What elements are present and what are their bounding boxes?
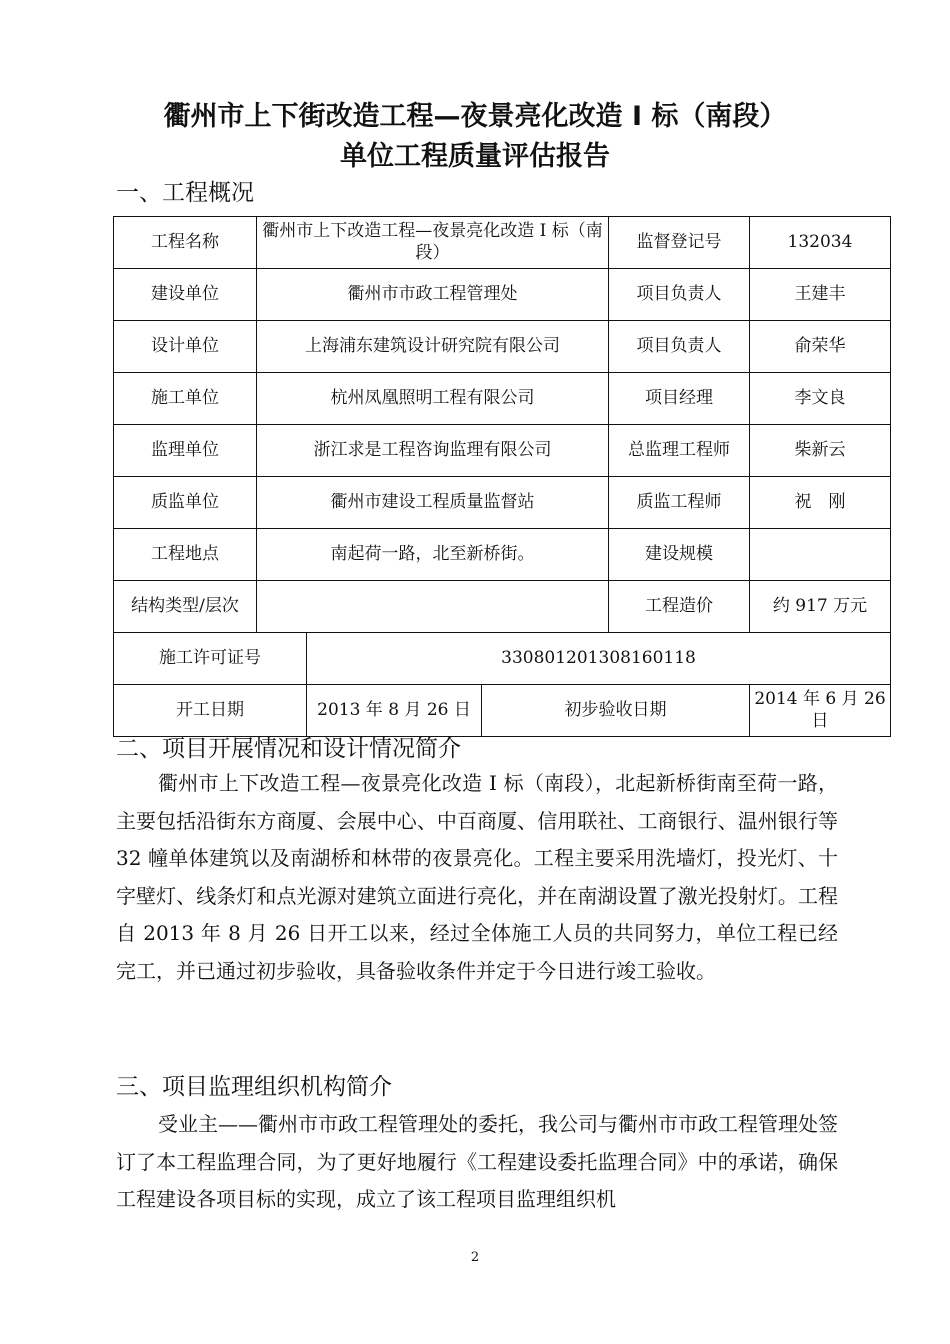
project-info-table [113, 216, 891, 737]
cell-label: 工程名称 [114, 217, 257, 269]
cell-label: 施工许可证号 [114, 633, 307, 685]
cell-value: 南起荷一路，北至新桥街。 [257, 529, 609, 581]
cell-label: 开工日期 [114, 685, 307, 737]
cell-label: 施工单位 [114, 373, 257, 425]
cell-value: 杭州凤凰照明工程有限公司 [257, 373, 609, 425]
cell-value: 王建丰 [750, 269, 891, 321]
cell-label: 总监理工程师 [609, 425, 750, 477]
table-row [114, 685, 891, 737]
cell-value: 衢州市上下改造工程—夜景亮化改造 I 标（南段） [257, 217, 609, 269]
section-heading-organization: 三、项目监理组织机构简介 [116, 1074, 392, 1100]
cell-label: 监督登记号 [609, 217, 750, 269]
page-number: 2 [470, 1250, 480, 1265]
cell-value [257, 581, 609, 633]
paragraph-project-progress: 衢州市上下改造工程—夜景亮化改造 I 标（南段），北起新桥街南至荷一路，主要包括沿街东方商厦、会展中心、中百商厦、信用联社、工商银行、温州银行等 32 幢单体建筑以及南湖桥和林带的夜景亮化。工程主要采用洗墙灯，投光灯、十字壁灯、线条灯和点光源对建筑立面进行亮化，并在南湖设置了激光投射灯。工程自 2013 年 8 月 26 日开工以来，经过全体施工人员的共同努力，单位工程已经完工，并已通过初步验收，具备验收条件并定于今日进行竣工验收。 [116, 771, 838, 983]
paragraph-organization: 受业主——衢州市市政工程管理处的委托，我公司与衢州市市政工程管理处签订了本工程监理合同，为了更好地履行《工程建设委托监理合同》中的承诺，确保工程建设各项目标的实现，成立了该工程项目监理组织机 [116, 1112, 838, 1211]
table-row [114, 269, 891, 321]
table-row [114, 529, 891, 581]
cell-value: 浙江求是工程咨询监理有限公司 [257, 425, 609, 477]
table-row [114, 633, 891, 685]
cell-label: 工程造价 [609, 581, 750, 633]
section-heading-progress: 二、项目开展情况和设计情况简介 [116, 736, 461, 762]
table-row [114, 217, 891, 269]
cell-value: 上海浦东建筑设计研究院有限公司 [257, 321, 609, 373]
cell-label: 结构类型/层次 [114, 581, 257, 633]
cell-label: 质监单位 [114, 477, 257, 529]
cell-label: 项目负责人 [609, 269, 750, 321]
cell-label: 建设规模 [609, 529, 750, 581]
table-row [114, 425, 891, 477]
cell-label: 质监工程师 [609, 477, 750, 529]
cell-label: 项目经理 [609, 373, 750, 425]
cell-value: 李文良 [750, 373, 891, 425]
cell-value: 衢州市市政工程管理处 [257, 269, 609, 321]
cell-value: 约 917 万元 [750, 581, 891, 633]
cell-value: 俞荣华 [750, 321, 891, 373]
table-row [114, 321, 891, 373]
cell-label: 工程地点 [114, 529, 257, 581]
cell-value: 柴新云 [750, 425, 891, 477]
cell-value [750, 529, 891, 581]
cell-value: 祝 刚 [750, 477, 891, 529]
cell-label: 设计单位 [114, 321, 257, 373]
table-row [114, 581, 891, 633]
cell-label: 项目负责人 [609, 321, 750, 373]
cell-label: 初步验收日期 [482, 685, 750, 737]
document-title-line-1: 衢州市上下街改造工程—夜景亮化改造 I 标（南段） [163, 101, 787, 132]
table-row [114, 373, 891, 425]
cell-value: 330801201308160118 [307, 633, 891, 685]
cell-label: 监理单位 [114, 425, 257, 477]
cell-value: 衢州市建设工程质量监督站 [257, 477, 609, 529]
cell-label: 建设单位 [114, 269, 257, 321]
cell-value: 2013 年 8 月 26 日 [307, 685, 482, 737]
cell-value: 2014 年 6 月 26 日 [750, 685, 891, 737]
table-row [114, 477, 891, 529]
document-title-line-2: 单位工程质量评估报告 [340, 141, 610, 172]
section-heading-overview: 一、工程概况 [116, 180, 254, 206]
cell-value: 132034 [750, 217, 891, 269]
